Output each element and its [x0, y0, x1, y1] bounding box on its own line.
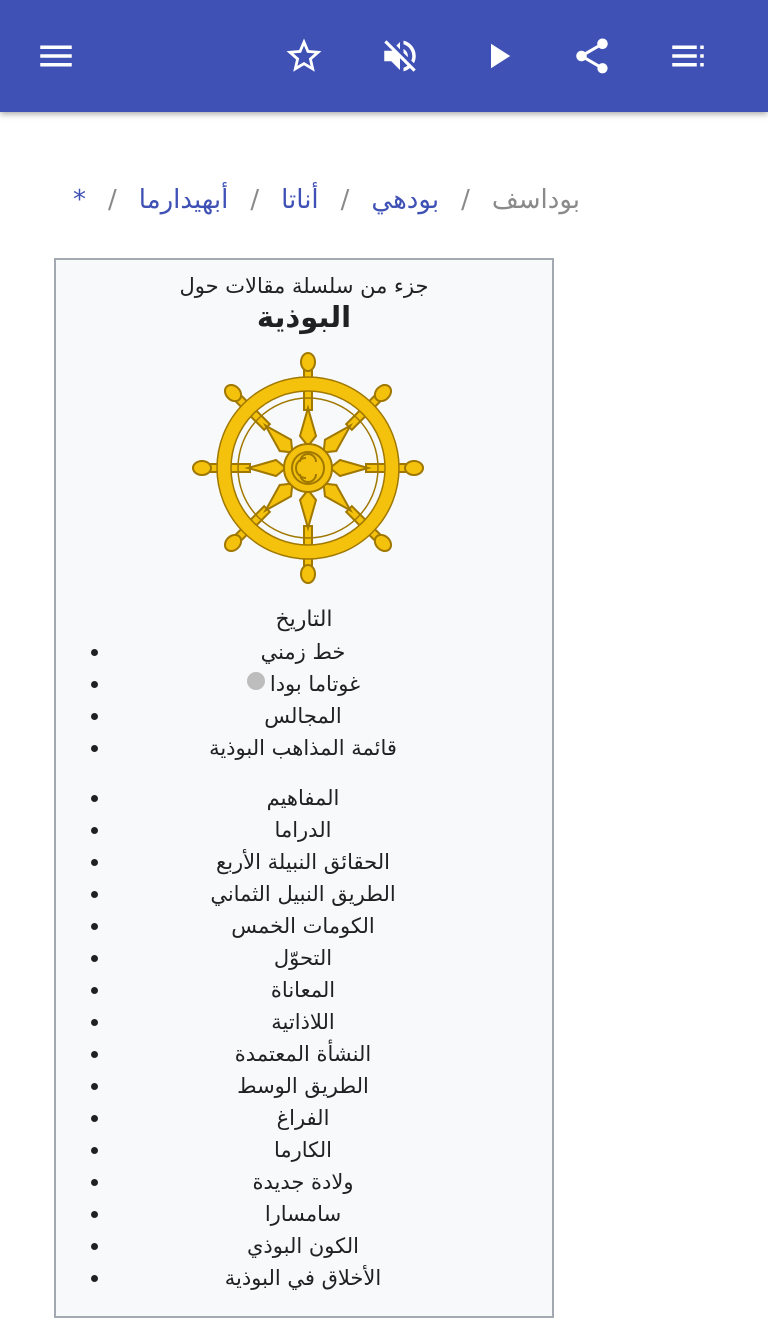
- list-item[interactable]: التحوّل: [56, 942, 552, 974]
- breadcrumb-link[interactable]: بودهي: [371, 185, 440, 215]
- breadcrumb-link[interactable]: *: [73, 185, 86, 215]
- share-icon: [571, 35, 613, 77]
- list-item[interactable]: النشأة المعتمدة: [56, 1038, 552, 1070]
- infobox-heading: التاريخ: [275, 607, 333, 632]
- star-icon: [283, 35, 325, 77]
- list-item[interactable]: قائمة المذاهب البوذية: [56, 732, 552, 764]
- infobox-above: جزء من سلسلة مقالات حول: [179, 274, 429, 298]
- list-item[interactable]: الكارما: [56, 1134, 552, 1166]
- breadcrumb-separator: /: [108, 185, 117, 215]
- history-list: [56, 636, 552, 764]
- app-bar: [0, 0, 768, 112]
- list-item[interactable]: الطريق النبيل الثماني: [56, 878, 552, 910]
- infobox-title: البوذية: [256, 300, 352, 334]
- list-item[interactable]: خط زمني: [56, 636, 552, 668]
- breadcrumb: [40, 180, 580, 224]
- list-item[interactable]: المجالس: [56, 700, 552, 732]
- menu-button[interactable]: [28, 28, 84, 84]
- list-item[interactable]: غوتاما بودا: [56, 668, 552, 700]
- list-item[interactable]: الطريق الوسط: [56, 1070, 552, 1102]
- list-item[interactable]: اللاذاتية: [56, 1006, 552, 1038]
- list-item[interactable]: الأخلاق في البوذية: [56, 1262, 552, 1294]
- volume-off-icon: [379, 35, 421, 77]
- list-item[interactable]: المعاناة: [56, 974, 552, 1006]
- list-item[interactable]: سامسارا: [56, 1198, 552, 1230]
- featured-star-icon: [247, 672, 265, 690]
- list-item[interactable]: المفاهيم: [56, 782, 552, 814]
- menu-icon: [35, 35, 77, 77]
- infobox: [54, 258, 554, 1318]
- favorite-button[interactable]: [276, 28, 332, 84]
- list-item[interactable]: الحقائق النبيلة الأربع: [56, 846, 552, 878]
- list-item[interactable]: الدراما: [56, 814, 552, 846]
- mute-button[interactable]: [372, 28, 428, 84]
- dharma-wheel-icon[interactable]: [188, 348, 428, 588]
- breadcrumb-current: بوداسف: [491, 185, 580, 215]
- breadcrumb-link[interactable]: أناتا: [281, 185, 319, 215]
- play-icon: [477, 35, 519, 77]
- share-button[interactable]: [564, 28, 620, 84]
- list-item[interactable]: الكون البوذي: [56, 1230, 552, 1262]
- play-button[interactable]: [470, 28, 526, 84]
- concepts-list: [56, 782, 552, 1294]
- list-item[interactable]: ولادة جديدة: [56, 1166, 552, 1198]
- playlist-icon: [667, 35, 709, 77]
- breadcrumb-separator: /: [461, 185, 470, 215]
- list-item[interactable]: الفراغ: [56, 1102, 552, 1134]
- breadcrumb-separator: /: [340, 185, 350, 215]
- breadcrumb-separator: /: [250, 185, 260, 215]
- contents-button[interactable]: [660, 28, 716, 84]
- breadcrumb-link[interactable]: أبهيدارما: [138, 185, 229, 215]
- list-item[interactable]: الكومات الخمس: [56, 910, 552, 942]
